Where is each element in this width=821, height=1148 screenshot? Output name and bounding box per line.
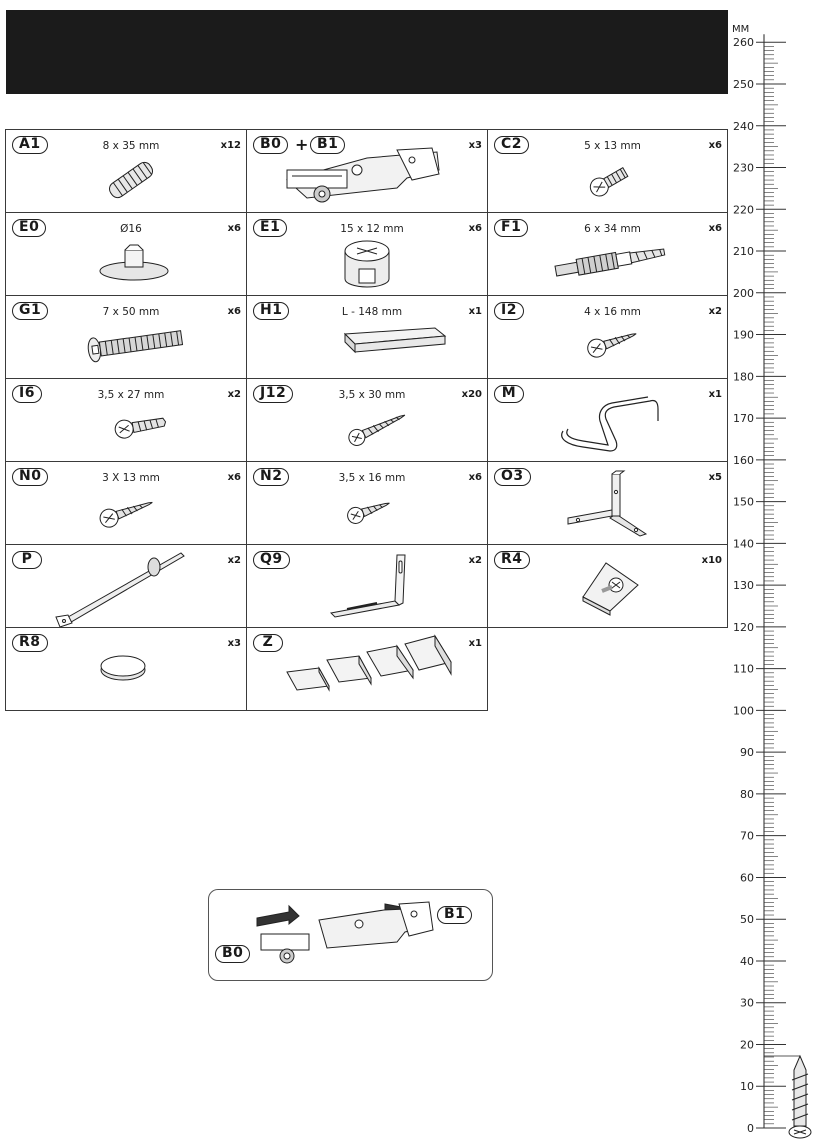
part-cell-e0 xyxy=(5,212,247,296)
part-quantity: x1 xyxy=(708,389,722,400)
part-cell-i2 xyxy=(487,295,728,379)
part-code: N2 xyxy=(253,468,289,486)
ruler-unit: MM xyxy=(732,24,750,35)
lid-stay-illustration xyxy=(6,545,248,629)
part-dimension: 4 x 16 mm xyxy=(584,306,641,318)
ruler-tick-label: 0 xyxy=(747,1122,754,1135)
part-dimension: 8 x 35 mm xyxy=(102,140,160,152)
ruler-tick-label: 60 xyxy=(740,871,754,885)
part-code: E1 xyxy=(253,219,287,237)
reference-screw-icon xyxy=(764,1056,811,1138)
part-cell-z xyxy=(246,627,488,711)
part-cell-h1 xyxy=(246,295,488,379)
hinge-separation-illustration xyxy=(209,890,494,982)
part-dimension: 7 x 50 mm xyxy=(102,306,160,318)
part-dimension: L - 148 mm xyxy=(341,306,403,318)
part-cell-i6 xyxy=(5,378,247,462)
part-code: I2 xyxy=(494,302,524,320)
ruler-tick-label: 110 xyxy=(733,662,754,676)
part-quantity: x2 xyxy=(227,555,241,566)
part-quantity: x3 xyxy=(227,638,241,649)
part-code: M xyxy=(494,385,524,403)
ruler-tick-label: 200 xyxy=(733,286,754,300)
part-code: B0 xyxy=(253,136,288,154)
ruler-tick-label: 160 xyxy=(733,453,754,467)
wedges-illustration xyxy=(247,628,489,712)
part-code: G1 xyxy=(12,302,48,320)
part-dimension: 6 x 34 mm xyxy=(584,223,641,235)
part-quantity: x6 xyxy=(227,223,241,234)
part-quantity: x2 xyxy=(708,306,722,317)
ruler-tick-label: 90 xyxy=(740,746,754,760)
hinge-illustration xyxy=(247,130,489,214)
part-quantity: x6 xyxy=(468,223,482,234)
ruler-tick-label: 190 xyxy=(733,328,754,342)
cam-lock-illustration xyxy=(247,213,489,297)
part-code: H1 xyxy=(253,302,289,320)
part-code: E0 xyxy=(12,219,46,237)
ruler-tick-label: 170 xyxy=(733,412,754,426)
connector-bolt-illustration xyxy=(488,213,729,297)
screw-illustration xyxy=(6,462,248,546)
part-dimension: 3,5 x 16 mm xyxy=(338,472,406,484)
part-code: R8 xyxy=(12,634,48,652)
part-cell-r8 xyxy=(5,627,247,711)
part-cell-o3 xyxy=(487,461,728,545)
part-code: N0 xyxy=(12,468,48,486)
plus-sign: + xyxy=(295,135,309,154)
screw-illustration xyxy=(247,379,489,463)
ruler-tick-label: 80 xyxy=(740,787,754,801)
part-cell-g1 xyxy=(5,295,247,379)
part-cell-j12 xyxy=(246,378,488,462)
dowel-illustration xyxy=(6,130,248,214)
part-code: P xyxy=(12,551,42,569)
angle-bracket-illustration xyxy=(247,545,489,629)
header-banner xyxy=(6,10,728,94)
part-cell-p xyxy=(5,544,247,628)
ruler-tick-label: 250 xyxy=(733,78,754,91)
part-quantity: x6 xyxy=(468,472,482,483)
bumper-pad-illustration xyxy=(6,628,248,712)
ruler-tick-label: 180 xyxy=(733,370,754,384)
part-code: C2 xyxy=(494,136,529,154)
part-quantity: x5 xyxy=(708,472,722,483)
part-quantity: x3 xyxy=(468,140,482,151)
screw-illustration xyxy=(488,130,729,214)
part-quantity: x6 xyxy=(227,472,241,483)
measuring-ruler xyxy=(728,20,821,1148)
part-code: A1 xyxy=(12,136,48,154)
bolt-illustration xyxy=(6,296,248,380)
ruler-tick-label: 260 xyxy=(733,36,754,50)
part-cell-m xyxy=(487,378,728,462)
part-quantity: x1 xyxy=(468,306,482,317)
part-quantity: x20 xyxy=(461,389,482,400)
ruler-tick-label: 20 xyxy=(740,1038,754,1052)
ruler-tick-label: 50 xyxy=(740,913,754,927)
corner-block-illustration xyxy=(488,545,729,629)
part-cell-f1 xyxy=(487,212,728,296)
part-cell-r4 xyxy=(487,544,728,628)
part-dimension: 3 X 13 mm xyxy=(102,472,160,484)
ruler-tick-label: 70 xyxy=(740,829,754,843)
bracket-illustration xyxy=(488,462,729,546)
part-quantity: x10 xyxy=(701,555,722,566)
part-quantity: x12 xyxy=(220,140,241,151)
part-cell-e1 xyxy=(246,212,488,296)
part-code: Q9 xyxy=(253,551,290,569)
part-code: I6 xyxy=(12,385,42,403)
ruler-tick-label: 40 xyxy=(740,954,754,968)
part-cell-a1 xyxy=(5,129,247,213)
part-dimension: 3,5 x 30 mm xyxy=(338,389,406,401)
part-quantity: x1 xyxy=(468,638,482,649)
callout-code-b1: B1 xyxy=(437,906,472,924)
allen-key-illustration xyxy=(488,379,729,463)
ruler-tick-label: 150 xyxy=(733,495,754,509)
part-code: Z xyxy=(253,634,283,652)
ruler-tick-label: 210 xyxy=(733,245,754,259)
ruler-tick-label: 120 xyxy=(733,620,754,634)
part-quantity: x6 xyxy=(708,223,722,234)
part-cell-n0 xyxy=(5,461,247,545)
ruler-tick-label: 230 xyxy=(733,161,754,175)
part-dimension: 5 x 13 mm xyxy=(584,140,641,152)
screw-illustration xyxy=(488,296,729,380)
part-code: F1 xyxy=(494,219,528,237)
part-cell-b0-b1 xyxy=(246,129,488,213)
ruler-tick-label: 100 xyxy=(733,704,754,718)
ruler-tick-label: 10 xyxy=(740,1080,754,1094)
part-cell-q9 xyxy=(246,544,488,628)
screw-illustration xyxy=(6,379,248,463)
ruler-tick-label: 130 xyxy=(733,579,754,593)
part-quantity: x6 xyxy=(708,140,722,151)
callout-code-b0: B0 xyxy=(215,945,250,963)
ruler-tick-label: 30 xyxy=(740,996,754,1010)
part-dimension: Ø16 xyxy=(120,223,142,235)
wood-strip-illustration xyxy=(247,296,489,380)
part-dimension: 15 x 12 mm xyxy=(340,223,404,235)
part-cell-c2 xyxy=(487,129,728,213)
hinge-detail-callout xyxy=(208,889,493,981)
ruler-tick-label: 240 xyxy=(733,119,754,133)
part-code: R4 xyxy=(494,551,530,569)
screw-illustration xyxy=(247,462,489,546)
part-cell-n2 xyxy=(246,461,488,545)
part-quantity: x6 xyxy=(227,306,241,317)
glide-illustration xyxy=(6,213,248,297)
part-dimension: 3,5 x 27 mm xyxy=(97,389,165,401)
part-code-secondary: B1 xyxy=(310,136,345,154)
ruler-tick-label: 220 xyxy=(733,203,754,217)
part-quantity: x2 xyxy=(227,389,241,400)
part-code: O3 xyxy=(494,468,531,486)
part-quantity: x2 xyxy=(468,555,482,566)
part-code: J12 xyxy=(253,385,293,403)
ruler-tick-label: 140 xyxy=(733,537,754,551)
